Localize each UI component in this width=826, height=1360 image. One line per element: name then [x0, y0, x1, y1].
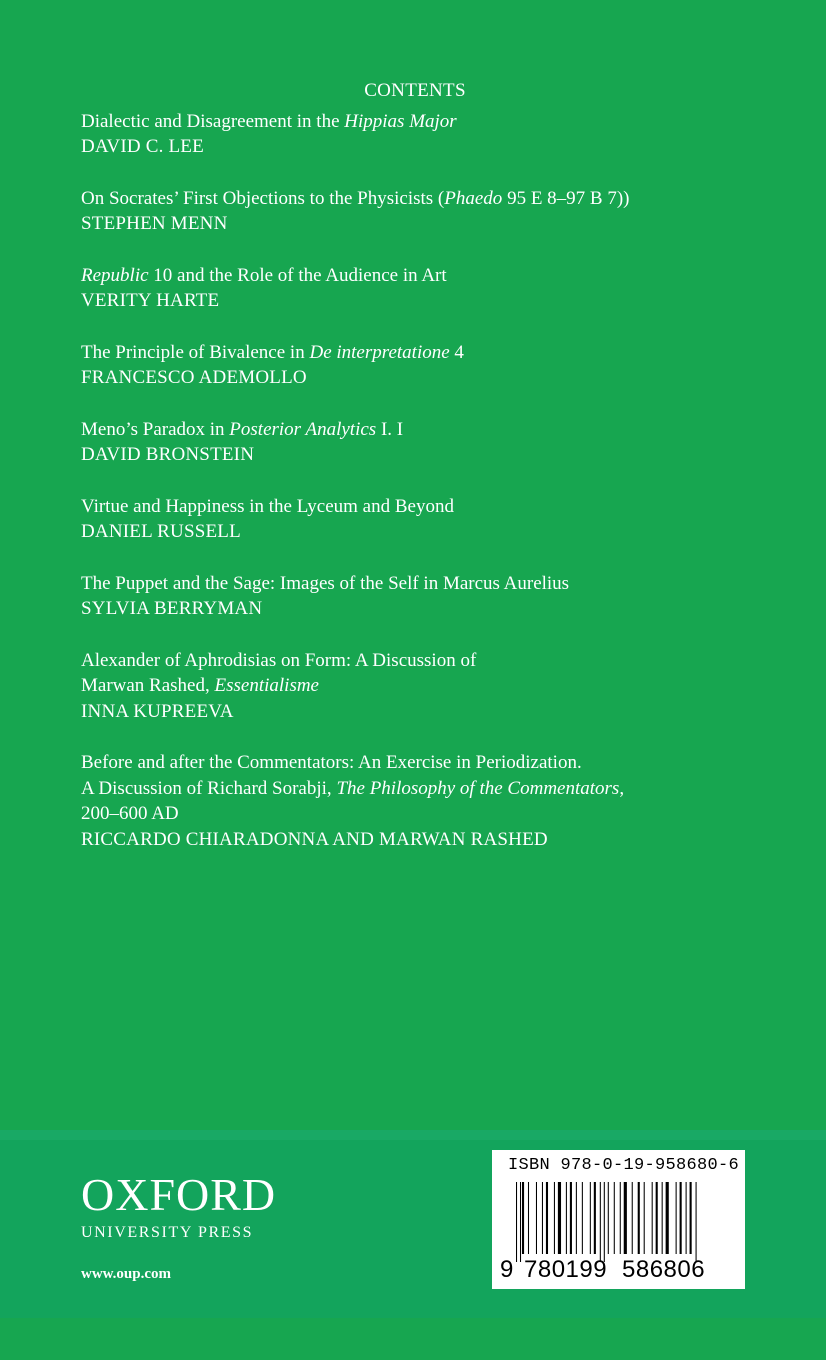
publisher-subtitle: UNIVERSITY PRESS [81, 1224, 254, 1241]
barcode-bar [576, 1182, 577, 1254]
barcode-bar [690, 1182, 692, 1254]
barcode-bar [676, 1182, 677, 1254]
contents-entry [81, 417, 781, 468]
barcode-bar [536, 1182, 537, 1254]
barcode-bar [638, 1182, 640, 1254]
entry-title-line: Alexander of Aphrodisias on Form: A Discussion of [81, 649, 477, 671]
contents-entry [81, 263, 781, 314]
entry-title: Meno’s Paradox in Posterior Analytics I. I [81, 418, 404, 440]
entry-author: SYLVIA BERRYMAN [81, 598, 263, 619]
entry-title: The Principle of Bivalence in De interpretatione 4 [81, 341, 464, 363]
contents-heading: CONTENTS [364, 80, 466, 101]
entry-author: STEPHEN MENN [81, 213, 228, 234]
entry-title: Virtue and Happiness in the Lyceum and Beyond [81, 495, 454, 517]
barcode-bar [522, 1182, 524, 1254]
contents-entry [81, 109, 781, 160]
entry-title: The Puppet and the Sage: Images of the Self in Marcus Aurelius [81, 572, 570, 594]
barcode-group-2: 586806 [622, 1256, 706, 1283]
barcode-bar [546, 1182, 548, 1254]
isbn-barcode [492, 1150, 745, 1289]
barcode-bar [614, 1182, 615, 1254]
contents-entry [81, 494, 781, 545]
publisher-website: www.oup.com [81, 1266, 172, 1282]
barcode-bar [542, 1182, 543, 1254]
barcode-bar [590, 1182, 591, 1254]
barcode-bar [696, 1182, 697, 1262]
entry-author: DANIEL RUSSELL [81, 521, 241, 542]
barcode-bar [608, 1182, 609, 1254]
barcode-bar [600, 1182, 601, 1262]
contents-entry [81, 340, 781, 391]
barcode-bar [554, 1182, 555, 1254]
barcode-bar [570, 1182, 572, 1254]
contents-entry [81, 186, 781, 237]
entry-title-line: A Discussion of Richard Sorabji, The Philosophy of the Commentators, [81, 777, 625, 799]
barcode-bar [558, 1182, 561, 1254]
entry-title: Republic 10 and the Role of the Audience in Art [81, 264, 447, 286]
table-of-contents [81, 78, 781, 878]
barcode-bar [656, 1182, 658, 1254]
entry-title-line: Before and after the Commentators: An Exercise in Periodization. [81, 752, 582, 773]
publisher-logo [81, 1169, 277, 1242]
barcode-bar [662, 1182, 663, 1254]
entry-author: RICCARDO CHIARADONNA AND MARWAN RASHED [81, 828, 548, 850]
barcode-bar [520, 1182, 521, 1262]
barcode-bar [624, 1182, 627, 1254]
barcode-bar [644, 1182, 645, 1254]
entry-title: On Socrates’ First Objections to the Physicists (Phaedo 95 E 8–97 B 7)) [81, 187, 630, 209]
entry-author: DAVID BRONSTEIN [81, 444, 255, 465]
entry-author: FRANCESCO ADEMOLLO [81, 367, 307, 388]
barcode-bar [528, 1182, 529, 1254]
contents-entry [81, 571, 781, 622]
barcode-bar [666, 1182, 669, 1254]
footer-band-highlight [0, 1130, 826, 1140]
barcode-bars [516, 1182, 721, 1262]
entry-author: INNA KUPREEVA [81, 700, 234, 722]
publisher-name: OXFORD [81, 1169, 277, 1220]
barcode-bar [604, 1182, 605, 1262]
bottom-strip [0, 1318, 826, 1360]
contents-entry [81, 750, 781, 852]
barcode-bar [516, 1182, 517, 1262]
entry-author: DAVID C. LEE [81, 136, 204, 157]
isbn-label: ISBN 978-0-19-958680-6 [508, 1156, 740, 1175]
barcode-bar [620, 1182, 621, 1254]
contents-entry [81, 648, 781, 725]
barcode-group-1: 780199 [524, 1256, 608, 1283]
barcode-lead-digit: 9 [500, 1256, 514, 1283]
entry-title-line: Marwan Rashed, Essentialisme [81, 675, 319, 696]
barcode-bar [686, 1182, 687, 1254]
entry-title-line: 200–600 AD [81, 803, 179, 824]
barcode-bar [652, 1182, 653, 1254]
barcode-bar [566, 1182, 567, 1254]
barcode-bar [594, 1182, 596, 1254]
barcode-bar [680, 1182, 682, 1254]
entry-author: VERITY HARTE [81, 290, 220, 311]
barcode-bar [582, 1182, 583, 1254]
entry-title: Dialectic and Disagreement in the Hippias Major [81, 110, 457, 132]
barcode-bar [632, 1182, 633, 1254]
